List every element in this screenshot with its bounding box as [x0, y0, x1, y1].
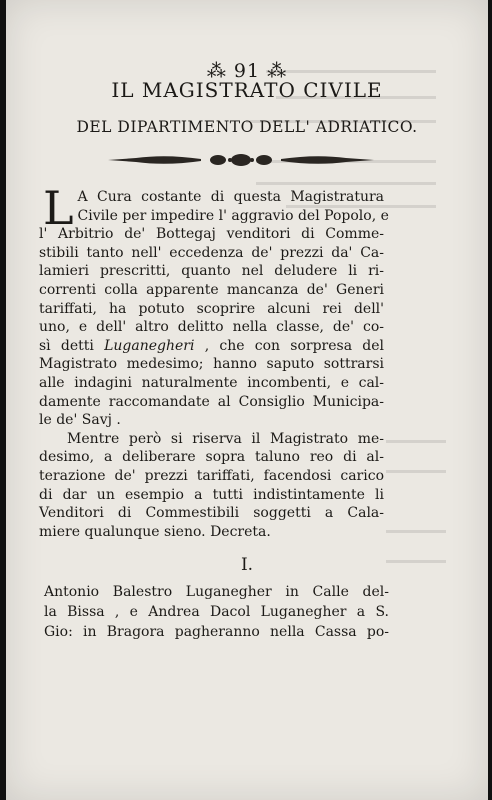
- text-line: Venditori di Commestibili soggetti a Cala-: [39, 505, 384, 522]
- text-line: tariffati, ha potuto scoprire alcuni rei dell': [39, 300, 384, 317]
- text-line: A Cura costante di questa Magistratura: [77, 189, 384, 205]
- text-line-with-italic: [39, 337, 384, 356]
- book-page: [6, 0, 488, 800]
- main-text: [39, 181, 389, 541]
- document-subtitle: DEL DIPARTIMENTO DELL' ADRIATICO.: [76, 118, 418, 136]
- text-line: l' Arbitrio de' Bottegaj venditori di Comme-: [39, 226, 384, 243]
- paragraph-3: [44, 582, 389, 642]
- ornamental-rule: [106, 152, 376, 168]
- text-line: stibili tanto nell' eccedenza de' prezzi da' Ca-: [39, 244, 384, 261]
- text-line: alle indagini naturalmente incombenti, e cal-: [39, 374, 384, 391]
- text-line: Magistrato medesimo; hanno saputo sottrarsi: [39, 356, 384, 373]
- text-line: miere qualunque sieno. Decreta.: [39, 523, 271, 540]
- text-line: uno, e dell' altro delitto nella classe, de' co-: [39, 319, 384, 336]
- text-line: le de' Savj .: [39, 412, 121, 429]
- text-line: Gio: in Bragora pagheranno nella Cassa po-: [44, 624, 389, 640]
- folio-mark-right: ⁂: [267, 60, 288, 82]
- text-line: desimo, a deliberare sopra taluno reo di al-: [39, 449, 384, 466]
- text-line: terazione de' prezzi tariffati, facendosi carico: [39, 467, 384, 484]
- text-line: Mentre però si riserva il Magistrato me-: [67, 430, 384, 447]
- text-line: lamieri prescritti, quanto nel deludere li ri-: [39, 263, 384, 280]
- text-run: sì detti: [39, 337, 105, 354]
- text-line: Civile per impedire l' aggravio del Popolo, e: [77, 207, 389, 224]
- paragraph-1: [39, 181, 389, 430]
- text-line: la Bissa , e Andrea Dacol Luganegher a S.: [44, 604, 389, 620]
- text-line: Antonio Balestro Luganegher in Calle del-: [44, 584, 389, 600]
- text-line: di dar un esempio a tutti indistintamente li: [39, 486, 384, 503]
- paragraph-2: [39, 430, 384, 542]
- drop-cap: L: [43, 181, 74, 235]
- section-number: I.: [240, 555, 254, 575]
- folio-mark-left: ⁂: [206, 60, 227, 82]
- page-number: 91: [233, 60, 261, 82]
- text-line: damente raccomandate al Consiglio Municipa-: [39, 393, 384, 410]
- text-line: correnti colla apparente mancanza de' Generi: [39, 281, 384, 298]
- document-title: IL MAGISTRATO CIVILE: [111, 78, 383, 102]
- italic-term: Luganegheri: [104, 337, 195, 354]
- text-run: , che con sorpresa del: [194, 337, 384, 354]
